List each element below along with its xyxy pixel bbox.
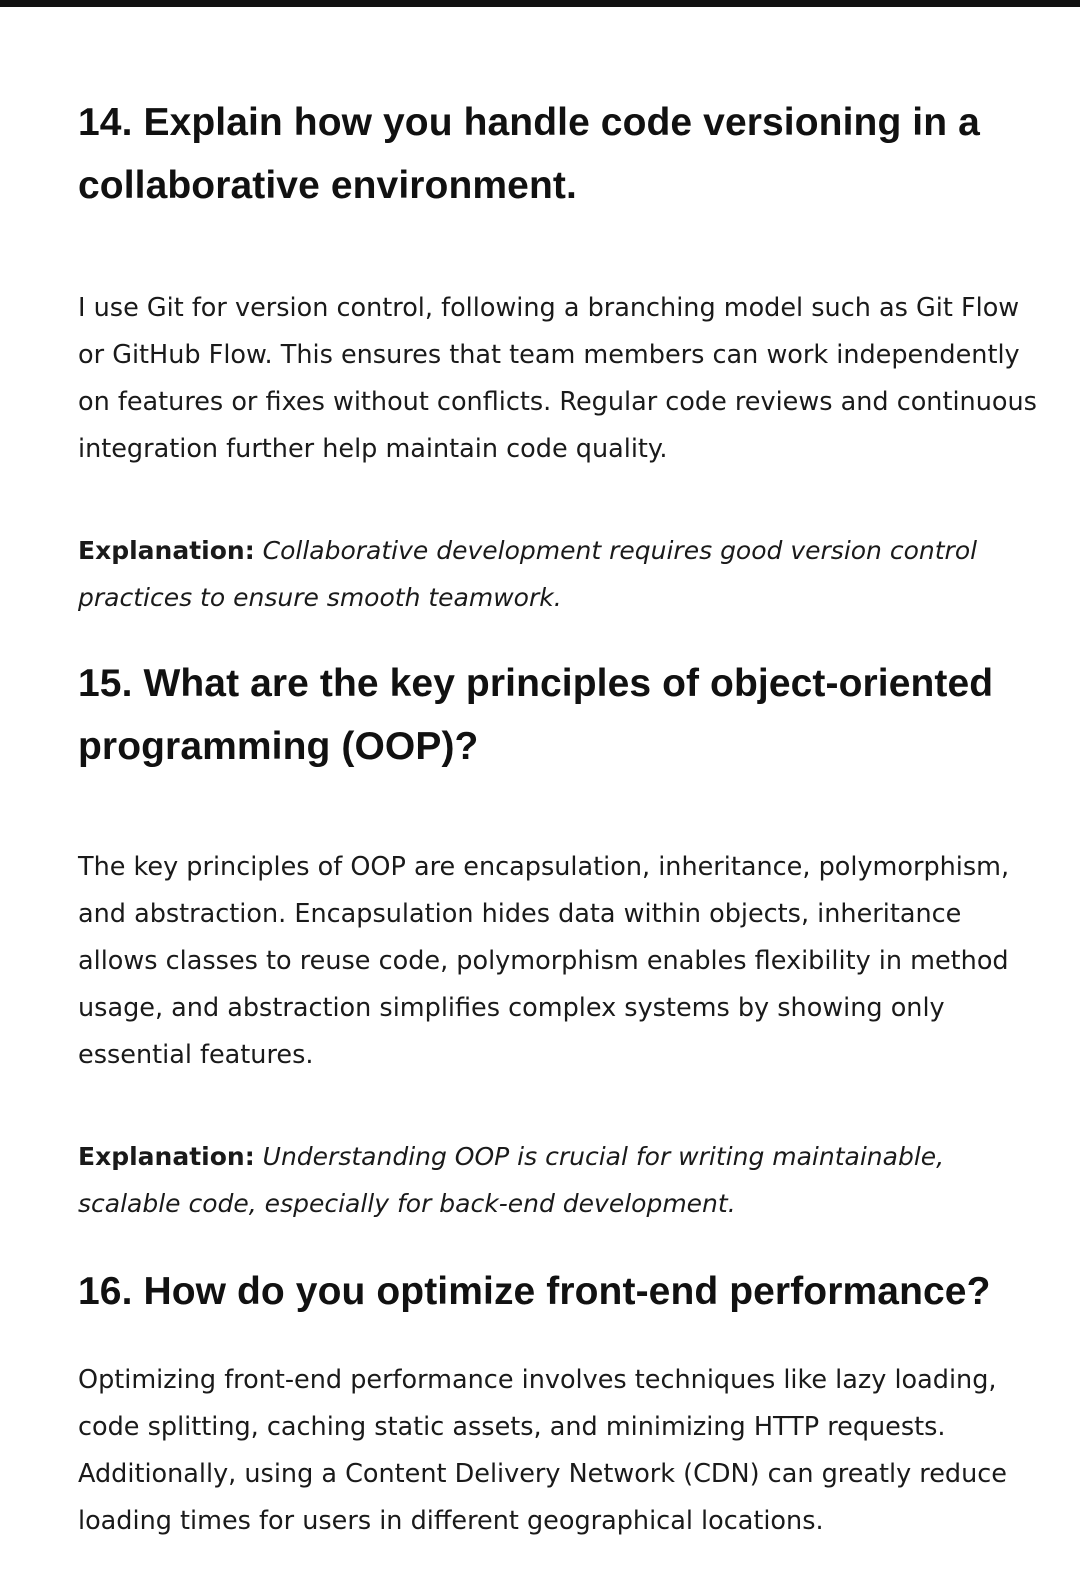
question-heading: 15. What are the key principles of object-oriented programming (OOP)? <box>78 662 994 768</box>
question-section-14 <box>78 91 1038 621</box>
explanation-label: Explanation: <box>78 536 255 565</box>
question-heading: 16. How do you optimize front-end performance? <box>78 1270 991 1313</box>
explanation-paragraph <box>78 527 1038 621</box>
answer-paragraph: The key principles of OOP are encapsulation, inheritance, polymorphism, and abstraction. Encapsulation hides data within objects, inheritance allows classes to reuse code, polymorphism enables flexibility in method usage, and abstraction simplifies complex systems by showing only essential features. <box>78 852 1010 1070</box>
explanation-paragraph <box>78 1133 1038 1227</box>
question-section-16 <box>78 1260 1038 1545</box>
explanation-text: Understanding OOP is crucial for writing maintainable, scalable code, especially for back-end development. <box>78 1142 945 1218</box>
question-section-15 <box>78 652 1038 1227</box>
answer-paragraph: Optimizing front-end performance involves techniques like lazy loading, code splitting, caching static assets, and minimizing HTTP requests. Additionally, using a Content Delivery Network (CDN) can greatly reduce loading times for users in different geographical locations. <box>78 1365 1007 1536</box>
top-border <box>0 0 1080 7</box>
question-heading: 14. Explain how you handle code versioning in a collaborative environment. <box>78 101 980 207</box>
explanation-text: Collaborative development requires good version control practices to ensure smooth teamwork. <box>78 536 978 612</box>
explanation-label: Explanation: <box>78 1142 255 1171</box>
answer-paragraph: I use Git for version control, following a branching model such as Git Flow or GitHub Flow. This ensures that team members can work independently on features or fixes without conflicts. Regular code reviews and continuous integration further help maintain code quality. <box>78 293 1037 464</box>
